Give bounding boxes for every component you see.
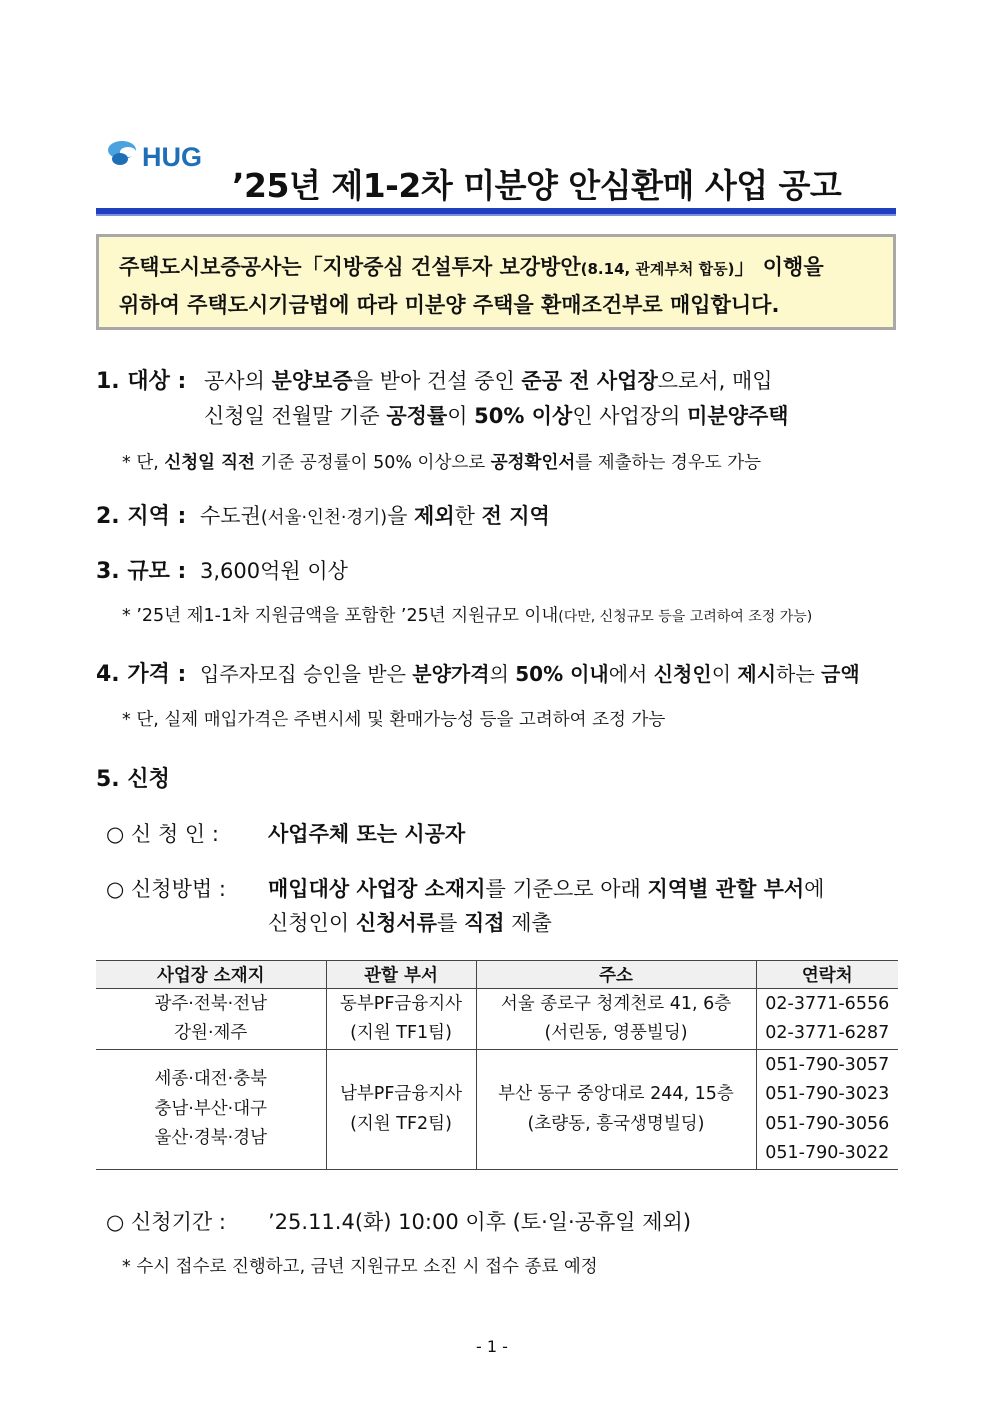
section-label: 규모 : — [127, 559, 187, 584]
text-small: (다만, 신청규모 등을 고려하여 조정 가능) — [558, 609, 813, 625]
section-5-heading — [96, 762, 170, 793]
dept-line: (지원 TF1팀) — [350, 1023, 452, 1043]
contact-phone: 051-790-3023 — [765, 1084, 890, 1104]
text-bold: 50% 이내 — [515, 662, 609, 686]
text-bold: 매입대상 사업장 소재지 — [268, 877, 486, 901]
text: 을 받아 건설 중인 — [352, 369, 522, 393]
address-cell — [476, 1050, 756, 1170]
section-4-text — [200, 658, 860, 687]
text: * ’25년 제1-1차 지원금액을 포함한 ’25년 지원규모 이내 — [122, 606, 559, 626]
text-bold: 제외 — [414, 504, 455, 528]
dept-line: 동부PF금융지사 — [339, 993, 463, 1014]
text-bold: 분양보증 — [271, 369, 353, 393]
summary-line-2: 위하여 주택도시기금법에 따라 미분양 주택을 환매조건부로 매입합니다. — [119, 293, 780, 317]
text-bold: 준공 전 사업장 — [521, 369, 658, 393]
text-bold: 미분양주택 — [687, 404, 789, 428]
applicant-label: ○ 신 청 인 : — [106, 822, 219, 846]
section-number: 1. — [96, 369, 120, 394]
summary-small-text: (8.14, 관계부처 합동) — [580, 260, 735, 278]
header-dept: 관할 부서 — [326, 961, 476, 989]
section-number: 2. — [96, 504, 120, 529]
page-title: ’25년 제1-2차 미분양 안심환매 사업 공고 — [232, 166, 842, 205]
text: 신청인이 — [268, 911, 356, 935]
text: 입주자모집 승인을 받은 — [200, 662, 413, 686]
text-small: (서울·인천·경기) — [260, 508, 388, 528]
department-table — [96, 960, 898, 1170]
text: 인 사업장의 — [572, 404, 688, 428]
text: 공사의 — [204, 369, 272, 393]
text: 기준 공정률이 50% 이상으로 — [254, 453, 491, 473]
region-line: 광주·전북·전남 — [154, 993, 268, 1014]
dept-line: 남부PF금융지사 — [339, 1084, 463, 1104]
section-2-text — [200, 500, 550, 530]
summary-text: 」 이행을 — [734, 255, 824, 279]
text: 한 — [454, 504, 482, 528]
section-1-line-1 — [204, 365, 773, 395]
table-row — [96, 989, 898, 1050]
dept-cell — [326, 1050, 476, 1170]
text: * 단, — [122, 453, 165, 473]
address-line: (초량동, 흥국생명빌딩) — [527, 1113, 705, 1134]
text-bold: 신청일 직전 — [164, 453, 255, 473]
text: 의 — [489, 662, 516, 686]
section-3-heading — [96, 554, 186, 585]
section-1-note — [122, 449, 761, 474]
section-number: 3. — [96, 559, 120, 584]
hug-logo-icon — [106, 136, 146, 176]
section-3-text: 3,600억원 이상 — [200, 559, 348, 583]
dept-cell — [326, 989, 476, 1050]
table-header-row — [96, 961, 898, 989]
section-1-line-2 — [204, 400, 789, 430]
text-bold: 50% 이상 — [474, 404, 573, 428]
method-line-2 — [268, 907, 552, 937]
text-bold: 전 지역 — [481, 504, 550, 528]
section-2-heading — [96, 499, 186, 530]
text: 에 — [804, 877, 825, 901]
contact-cell — [756, 989, 898, 1050]
header-contact: 연락처 — [756, 961, 898, 989]
contact-phone: 02-3771-6556 — [765, 993, 890, 1014]
text: 를 제출하는 경우도 가능 — [575, 453, 762, 473]
period-note: * 수시 접수로 진행하고, 금년 지원규모 소진 시 접수 종료 예정 — [122, 1257, 598, 1277]
hug-logo — [106, 136, 218, 180]
applicant-value: 사업주체 또는 시공자 — [268, 822, 466, 846]
table-row — [96, 1050, 898, 1170]
text-bold: 제시 — [737, 662, 777, 686]
title-rule — [96, 208, 896, 216]
text: 에서 — [608, 662, 654, 686]
period-label: ○ 신청기간 : — [106, 1210, 226, 1234]
period-value: ’25.11.4(화) 10:00 이후 (토·일·공휴일 제외) — [268, 1210, 692, 1234]
text-bold: 금액 — [821, 662, 860, 686]
text-bold: 공정확인서 — [490, 453, 576, 473]
text: 를 기준으로 아래 — [485, 877, 648, 901]
text: 수도권 — [200, 504, 261, 528]
text: 하는 — [776, 662, 822, 686]
text: 신청일 전월말 기준 — [204, 404, 387, 428]
summary-text: 주택도시보증공사는「지방중심 건설투자 보강방안 — [119, 255, 581, 279]
text-bold: 분양가격 — [412, 662, 490, 686]
summary-box — [96, 234, 896, 330]
region-cell — [96, 1050, 326, 1170]
region-line: 강원·제주 — [174, 1023, 248, 1043]
method-label: ○ 신청방법 : — [106, 877, 226, 901]
text: 을 — [387, 504, 415, 528]
header-region: 사업장 소재지 — [96, 961, 326, 989]
contact-phone: 051-790-3057 — [765, 1054, 890, 1075]
region-line: 세종·대전·충북 — [154, 1069, 268, 1090]
method-line-1 — [268, 873, 824, 903]
text: 으로서, 매입 — [657, 369, 773, 393]
region-line: 충남·부산·대구 — [154, 1098, 268, 1119]
section-label: 대상 : — [127, 369, 187, 394]
region-line: 울산·경북·경남 — [154, 1128, 268, 1149]
text-bold: 공정률 — [386, 404, 448, 428]
header-address: 주소 — [476, 961, 756, 989]
page-number: - 1 - — [476, 1337, 508, 1356]
text: 이 — [447, 404, 475, 428]
dept-line: (지원 TF2팀) — [350, 1113, 452, 1134]
section-3-note — [122, 602, 812, 627]
text: 이 — [711, 662, 738, 686]
summary-line-1 — [119, 251, 824, 281]
section-label: 가격 : — [127, 662, 187, 687]
section-number: 5. — [96, 767, 120, 792]
text-bold: 신청인 — [653, 662, 712, 686]
contact-phone: 051-790-3022 — [765, 1143, 890, 1163]
text-bold: 지역별 관할 부서 — [647, 877, 805, 901]
section-1-heading — [96, 364, 186, 395]
text: 제출 — [504, 911, 552, 935]
contact-phone: 051-790-3056 — [765, 1113, 890, 1134]
section-4-heading — [96, 657, 186, 688]
contact-cell — [756, 1050, 898, 1170]
address-line: 부산 동구 중앙대로 244, 15층 — [498, 1084, 734, 1104]
text-bold: 직접 — [463, 911, 505, 935]
address-line: 서울 종로구 청계천로 41, 6층 — [500, 993, 732, 1014]
text-bold: 신청서류 — [355, 911, 437, 935]
region-cell — [96, 989, 326, 1050]
section-label: 신청 — [127, 767, 170, 792]
address-line: (서린동, 영풍빌딩) — [544, 1023, 688, 1043]
text: 를 — [436, 911, 464, 935]
logo-text: HUG — [142, 142, 202, 172]
contact-phone: 02-3771-6287 — [765, 1023, 890, 1043]
address-cell — [476, 989, 756, 1050]
section-4-note: * 단, 실제 매입가격은 주변시세 및 환매가능성 등을 고려하여 조정 가능 — [122, 710, 666, 730]
section-number: 4. — [96, 662, 120, 687]
section-label: 지역 : — [127, 504, 187, 529]
